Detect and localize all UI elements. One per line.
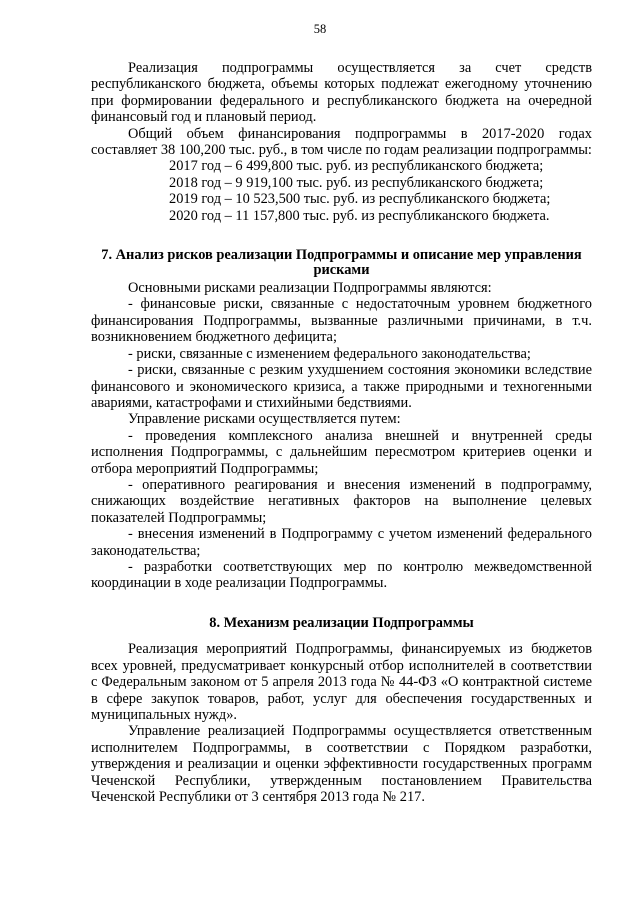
measure-item: - оперативного реагирования и внесения изменений в подпрограмму, снижающих воздействие негативных факторов на выполнение целевых показателей Подпрограммы; <box>91 476 592 526</box>
total-volume-paragraph: Общий объем финансирования подпрограммы в 2017-2020 годах составляет 38 100,200 тыс. руб., в том числе по годам реализации подпрограммы: <box>91 125 592 159</box>
management-intro: Управление рисками осуществляется путем: <box>128 411 401 428</box>
risks-intro: Основными рисками реализации Подпрограммы являются: <box>128 280 492 297</box>
measure-item: - проведения комплексного анализа внешней и внутренней среды исполнения Подпрограммы, с дальнейшим пересмотром критериев оценки и отбора мероприятий Подпрограммы; <box>91 427 592 477</box>
financing-by-year-list <box>91 158 592 224</box>
measure-item: - разработки соответствующих мер по контролю межведомственной координации в ходе реализации Подпрограммы. <box>91 558 592 592</box>
measure-item: - внесения изменений в Подпрограмму с учетом изменений федерального законодательства; <box>91 526 592 559</box>
mechanism-paragraph: Реализация мероприятий Подпрограммы, финансируемых из бюджетов всех уровней, предусматривает конкурсный отбор исполнителей в соответствии с Федеральным законом от 5 апреля 2013 года № 44-ФЗ «О контрактной системе в сфере закупок товаров, работ, услуг для обеспечения государственных и муниципальных нужд». <box>91 641 592 723</box>
financing-source-paragraph: Реализация подпрограммы осуществляется за счет средств республиканского бюджета, объемы которых подлежат ежегодному уточнению при формировании федерального и республиканского бюджета на очередной финансовый год и плановый период. <box>91 60 592 126</box>
year-item: 2018 год – 9 919,100 тыс. руб. из республиканского бюджета; <box>169 174 544 191</box>
year-item: 2019 год – 10 523,500 тыс. руб. из республиканского бюджета; <box>169 191 551 208</box>
risk-item: - риски, связанные с изменением федерального законодательства; <box>128 345 531 362</box>
year-item: 2020 год – 11 157,800 тыс. руб. из республиканского бюджета. <box>169 207 550 224</box>
risk-item: - финансовые риски, связанные с недостаточным уровнем бюджетного финансирования Подпрограммы, вызванные различными причинами, в т.ч. возникновением бюджетного дефицита; <box>91 296 592 346</box>
year-item: 2017 год – 6 499,800 тыс. руб. из республиканского бюджета; <box>169 158 544 175</box>
page-content <box>91 60 592 805</box>
risk-item: - риски, связанные с резким ухудшением состояния экономики вследствие финансового и экономического кризиса, а также природными и техногенными авариями, катастрофами и стихийными бедствиями. <box>91 362 592 411</box>
page-number: 58 <box>313 22 327 36</box>
section-7-heading: 7. Анализ рисков реализации Подпрограммы и описание мер управления рисками <box>101 247 582 278</box>
section-8-heading: 8. Механизм реализации Подпрограммы <box>209 614 474 631</box>
management-paragraph: Управление реализацией Подпрограммы осуществляется ответственным исполнителем Подпрограммы, в соответствии с Порядком разработки, утверждения и реализации и оценки эффективности государственных программ Чеченской Республики, утвержденным постановлением Правительства Чеченской Республики от 3 сентября 2013 года № 217. <box>91 723 592 805</box>
